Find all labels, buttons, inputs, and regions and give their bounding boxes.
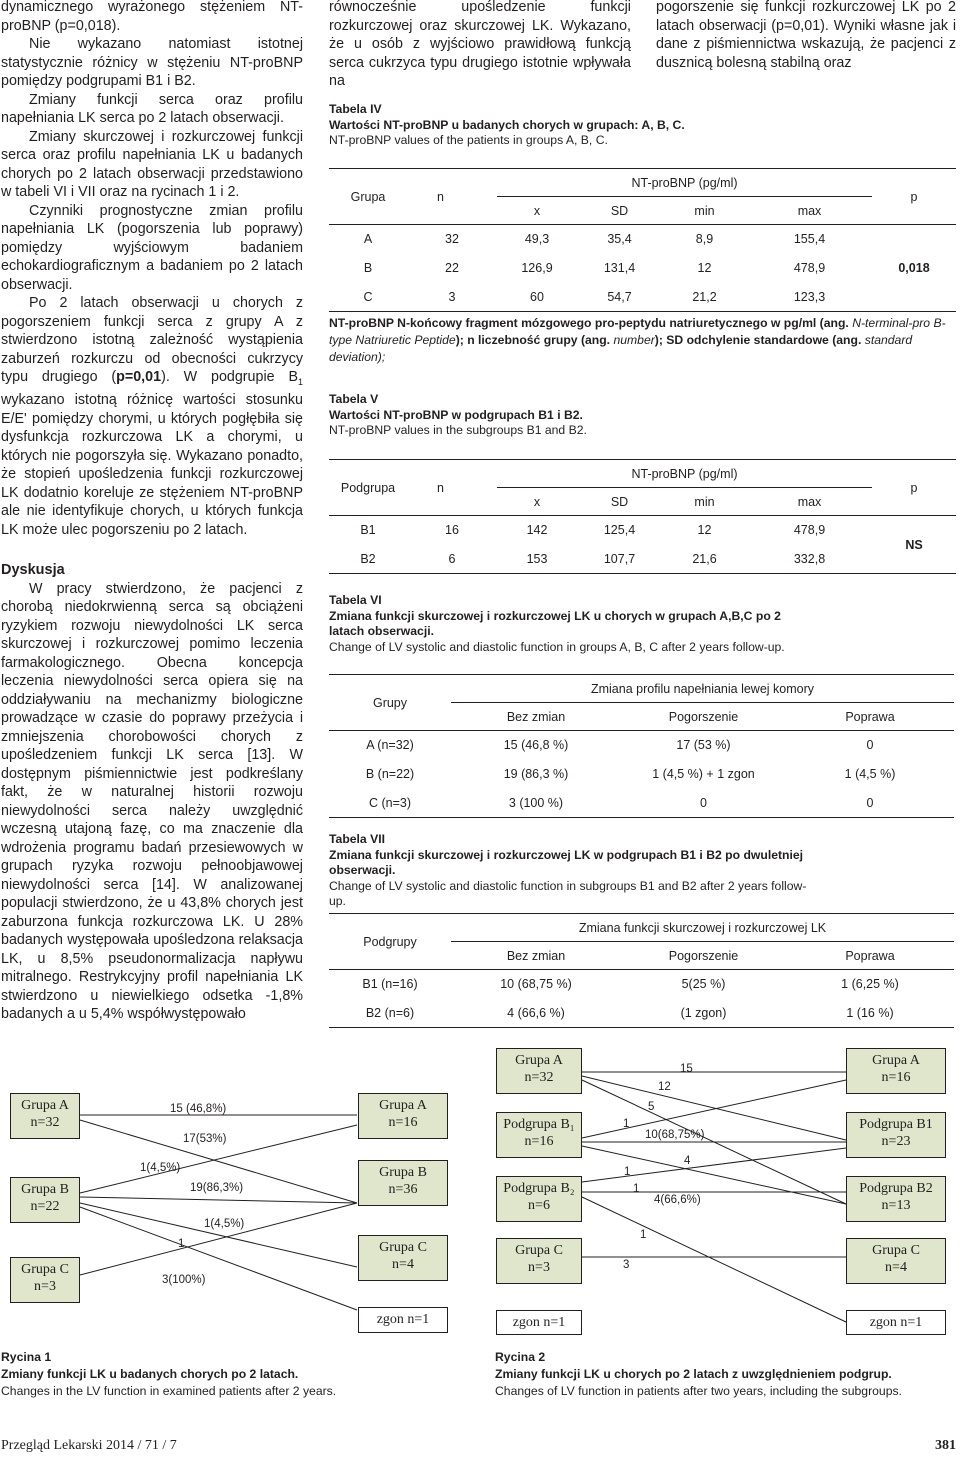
paragraph: Zmiany skurczowej i rozkurczowej funkcji serca oraz profilu napełniania LK u badanych chorych po 2 latach obserwacji przedstawiono w tabeli VI i VII oraz na rycinach 1 i 2. <box>1 128 303 200</box>
table-label: Tabela V <box>329 392 379 406</box>
node-box: Podgrupa B1 n=23 <box>846 1112 946 1158</box>
table-vi: Grupy Zmiana profilu napełniania lewej komory Bez zmian Pogorszenie Poprawa A (n=32) 15 (46,8 %) 17 (53 %) 0 B (n=22) 19 (86,3 %) 1 (4,5 %) + 1 zgon 1 (4,5 %) C (n=3) 3 (100 %) 0 0 <box>329 674 954 818</box>
table-row: C (n=3) 3 (100 %) 0 0 <box>329 789 954 818</box>
node-box: Grupa C n=3 <box>496 1238 582 1284</box>
table-title: Wartości NT-proBNP u badanych chorych w grupach: A, B, C. <box>329 117 685 132</box>
p-value: 0,018 <box>872 225 956 312</box>
figure-1-caption: Rycina 1 Zmiany funkcji LK u badanych chorych po 2 latach. Changes in the LV function in examined patients after 2 years. <box>1 1350 337 1398</box>
table-vii: Podgrupy Zmiana funkcji skurczowej i rozkurczowej LK Bez zmian Pogorszenie Poprawa B1 (n=16) 10 (68,75 %) 5(25 %) 1 (6,25 %) B2 (n=6) 4 (66,6 %) (1 zgon) 1 (16 %) <box>329 913 954 1028</box>
paragraph: dynamicznego wyrażonego stężeniem NT-proBNP (p=0,018). <box>1 0 303 34</box>
table-row: B (n=22) 19 (86,3 %) 1 (4,5 %) + 1 zgon 1 (4,5 %) <box>365 767 896 781</box>
death-box: zgon n=1 <box>846 1310 946 1335</box>
table-row: B1 16 142 125,4 12 478,9 NS <box>329 516 956 545</box>
section-heading: Dyskusja <box>1 562 65 579</box>
table-row: A 32 49,3 35,4 8,9 155,4 0,018 <box>329 225 956 254</box>
node-box: Podgrupa B₁ n=16 <box>496 1112 582 1158</box>
header-group: Podgrupy <box>329 914 451 970</box>
flow-label: 1(4,5%) <box>140 1162 181 1174</box>
flow-label: 1(4,5%) <box>204 1218 245 1230</box>
flow-label: 19(86,3%) <box>190 1182 244 1194</box>
flow-label: 1 <box>624 1166 631 1178</box>
node-box: Grupa C n=4 <box>358 1235 448 1281</box>
paragraph: Po 2 latach obserwacji u chorych z pogorszeniem funkcji serca z grupy A z stwierdzono istotną zależność wystąpienia zaburzeń rozkurczu od obecności cukrzycy typu drugiego (p=0,01). W podgrupie $B_1$ wykazano istotną różnicę wartości stosunku E/E' pomiędzy chorymi, u których pogłębiła się dysfunkcja rozkurczowa LK a chorymi, u których nie pogorszyła się. Wykazano ponadto, że stopień upośledzenia funkcji rozkurczowej LK dodatnio koreluje ze stężeniem NT-proBNP ale nie identyfikuje chorych, u których funkcja LK może ulec pogorszeniu po 2 latach. <box>1 295 303 538</box>
flow-label: 1 <box>640 1229 647 1241</box>
figure-2-labels <box>623 1063 705 1271</box>
node-box: Grupa A n=32 <box>10 1093 80 1139</box>
table-row: B 22 126,9 131,4 12 478,9 <box>363 261 826 275</box>
table-row: C 3 60 54,7 21,2 123,3 <box>329 283 956 312</box>
table-title: Zmiana funkcji skurczowej i rozkurczowej LK u chorych w grupach A,B,C po 2 latach obserwacji. <box>329 608 781 638</box>
p-value: NS <box>872 516 956 574</box>
table-subtitle: Change of LV systolic and diastolic function in groups A, B, C after 2 years follow-up. <box>329 639 785 654</box>
figure-1-labels <box>140 1103 244 1286</box>
header-group: Grupa <box>329 169 407 225</box>
table-title: Wartości NT-proBNP w podgrupach B1 i B2. <box>329 407 583 422</box>
paragraph: W pracy stwierdzono, że pacjenci z chorobą niedokrwienną serca są obciążeni ryzykiem rozwoju niewydolności LK serca skurczowej i rozkurczowej pomimo leczenia farmakologicznego. Obecna koncepcja leczenia niewydolności serca opiera się na oddziaływaniu na mechanizmy biologiczne prowadzące w czasie do poprawy przeżycia i zmniejszenia chorobowości chorych z upośledzeniem funkcji LK serca [13]. W dostępnym piśmiennictwie jest podkreślany fakt, że w naturalnej historii rozwoju niewydolności serca należy uwzględnić wczesną utajoną fazę, co ma znaczenie dla wdrożenia programu badań przesiewowych w grupach ryzyka rozwoju pełnoobjawowej niewydolności serca [14]. W analizowanej populacji stwierdzono, że u 43,8% chorych jest zaburzona funkcja rozkurczowa LK. U 28% badanych występowała upośledzona relaksacja LK, u 8,5% pseudonormalizacja napływu mitralnego. Restrykcyjny profil napełniania LK stwierdzono u niewielkiego odsetka -1,8% badanych a u 5,4% współwystępowało <box>1 580 303 1023</box>
flow-label: 10(68,75%) <box>645 1129 705 1141</box>
header-change: Zmiana profilu napełniania lewej komory <box>451 675 954 703</box>
figure-2-diagram <box>490 1042 956 1342</box>
header-min: min <box>662 197 747 225</box>
node-box: Podgrupa B₂ n=6 <box>496 1176 582 1222</box>
table-row: B1 (n=16) 10 (68,75 %) 5(25 %) 1 (6,25 %) <box>329 970 954 999</box>
header-sd: SD <box>577 197 662 225</box>
page-number: 381 <box>935 1438 956 1453</box>
node-box: Podgrupa B2 n=13 <box>846 1176 946 1222</box>
flow-label: 1 <box>178 1238 185 1250</box>
table-iv <box>329 168 956 312</box>
death-box: zgon n=1 <box>358 1307 448 1333</box>
paragraph: Nie wykazano natomiast istotnej statystycznie różnicy w stężeniu NT-proBNP pomiędzy podgrupami B1 i B2. <box>1 36 303 89</box>
table-vi-caption <box>329 593 789 655</box>
header-n: n <box>407 460 497 516</box>
figure-1-diagram <box>0 1085 470 1345</box>
header-n: n <box>407 169 497 225</box>
header-ntprobnp: NT-proBNP (pg/ml) <box>497 460 872 488</box>
table-iv-caption <box>329 102 949 149</box>
header-change: Zmiana funkcji skurczowej i rozkurczowej LK <box>451 914 954 942</box>
table-vii-caption <box>329 832 809 910</box>
flow-label: 5 <box>648 1101 655 1113</box>
table-label: Tabela IV <box>329 102 382 116</box>
table-row: B2 (n=6) 4 (66,6 %) (1 zgon) 1 (16 %) <box>329 999 954 1028</box>
table-subtitle: NT-proBNP values of the patients in groups A, B, C. <box>329 133 608 147</box>
right-column-text: pogorszenie się funkcji rozkurczowej LK po 2 latach obserwacji (p=0,01). Wyniki własne jak i dane z piśmiennictwa wskazują, że pacjenci z dusznicą bolesną stabilną oraz <box>656 0 956 71</box>
table-v: Podgrupa n NT-proBNP (pg/ml) p x SD min max B1 16 142 125,4 12 478,9 NS B2 6 153 107,7 21,6 332,8 <box>329 459 956 574</box>
flow-label: 1 <box>633 1183 640 1195</box>
table-v-caption <box>329 392 949 439</box>
flow-label: 15 <box>680 1063 693 1075</box>
header-p: p <box>872 169 956 225</box>
table-title: Zmiana funkcji skurczowej i rozkurczowej LK w podgrupach B1 i B2 po dwuletniej obserwacji. <box>329 847 804 877</box>
node-box: Grupa B n=36 <box>358 1160 448 1206</box>
node-box: Grupa B n=22 <box>10 1177 80 1223</box>
paragraph: Czynniki prognostyczne zmian profilu napełniania LK (pogorszenia lub poprawy) pomiędzy wyjściowym badaniem echokardiograficznym a badaniem po 2 latach obserwacji. <box>1 202 303 293</box>
header-p: p <box>872 460 956 516</box>
table-label: Tabela VII <box>329 832 385 846</box>
node-box: Grupa A n=32 <box>496 1048 582 1094</box>
node-box: Grupa C n=4 <box>846 1238 946 1284</box>
flow-label: 12 <box>658 1081 671 1093</box>
table-row: A (n=32) 15 (46,8 %) 17 (53 %) 0 <box>329 731 954 760</box>
node-box: Grupa C n=3 <box>10 1257 80 1303</box>
left-column-text <box>1 0 303 1024</box>
mid-column-text: równocześnie upośledzenie funkcji rozkurczowej oraz skurczowej LK. Wykazano, że u osób z wyjściowo prawidłową funkcją serca cukrzyca typu drugiego istotnie wpływała na <box>329 0 631 89</box>
header-group: Grupy <box>329 675 451 731</box>
flow-label: 4 <box>684 1155 691 1167</box>
table-subtitle: Change of LV systolic and diastolic function in subgroups B1 and B2 after 2 years follow-up. <box>329 878 807 908</box>
header-group: Podgrupa <box>329 460 407 516</box>
figure-2-caption: Rycina 2 Zmiany funkcji LK u chorych po 2 latach z uwzględnieniem podgrup. Changes of LV function in patients after two years, including the subgroups. <box>495 1350 902 1398</box>
table-subtitle: NT-proBNP values in the subgroups B1 and B2. <box>329 423 587 437</box>
p-value: p=0,01 <box>116 369 162 385</box>
table-iv-notes: NT-proBNP N-końcowy fragment mózgowego pro-peptydu natriuretycznego w pg/ml (ang. N-terminal-pro B-type Natriuretic Peptide); n liczebność grupy (ang. number); SD odchylenie standardowe (ang. standard deviation); <box>329 316 946 364</box>
journal-footer: Przegląd Lekarski 2014 / 71 / 7 <box>1 1438 177 1453</box>
flow-label: 1 <box>623 1118 630 1130</box>
table-label: Tabela VI <box>329 593 382 607</box>
flow-label: 17(53%) <box>183 1133 227 1145</box>
header-max: max <box>747 197 872 225</box>
header-ntprobnp: NT-proBNP (pg/ml) <box>497 169 872 197</box>
table-row: B2 6 153 107,7 21,6 332,8 <box>329 545 956 574</box>
flow-label: 3(100%) <box>162 1274 206 1286</box>
death-box: zgon n=1 <box>496 1310 582 1335</box>
flow-label: 15 (46,8%) <box>170 1103 227 1115</box>
flow-label: 3 <box>623 1259 630 1271</box>
node-box: Grupa A n=16 <box>846 1048 946 1094</box>
paragraph: Zmiany funkcji serca oraz profilu napełniania LK serca po 2 latach obserwacji. <box>1 91 303 126</box>
header-x: x <box>497 197 577 225</box>
node-box: Grupa A n=16 <box>358 1093 448 1139</box>
flow-label: 4(66,6%) <box>654 1194 701 1206</box>
